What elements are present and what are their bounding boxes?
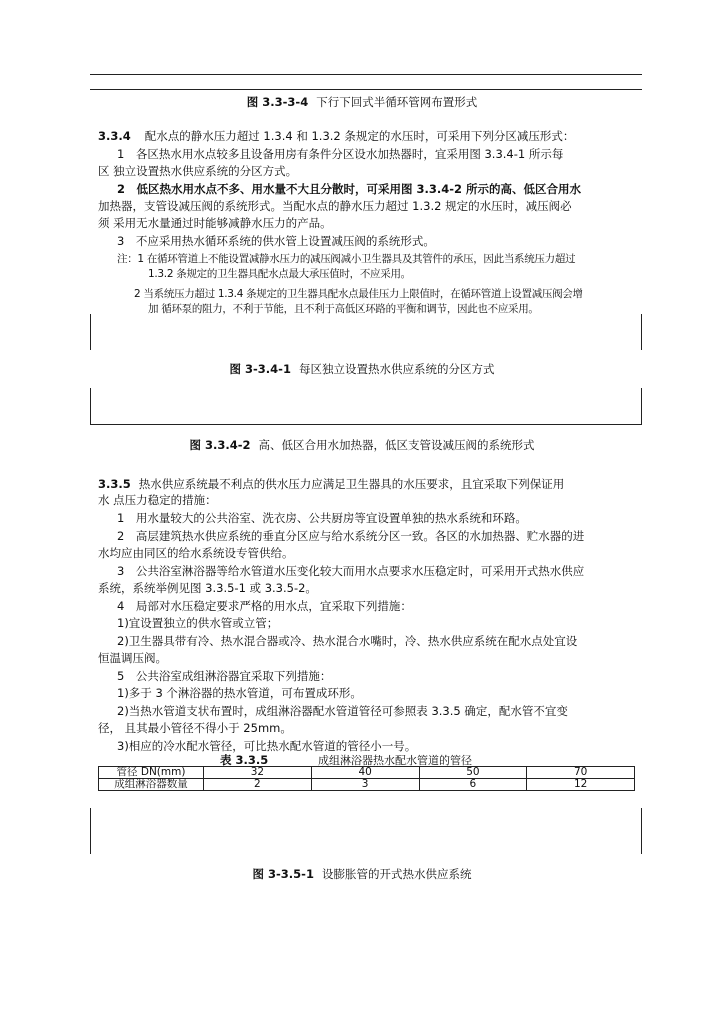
paragraph-line xyxy=(117,181,581,197)
paragraph-line: 4 局部对水压稳定要求严格的用水点，宜采取下列措施： xyxy=(117,599,412,613)
figure-title: 每区独立设置热水供应系统的分区方式 xyxy=(298,362,495,376)
paragraph-line: 2)卫生器具带有冷、热水混合器或冷、热水混合水嘴时，冷、热水供应系统在配水点处宜设 xyxy=(117,634,578,648)
figure-frame-right xyxy=(641,388,642,424)
paragraph-line: 须 采用无水量通过时能够减静水压力的产品。 xyxy=(98,216,332,230)
paragraph-line: 径， 且其最小管径不得小于 25mm。 xyxy=(98,721,292,735)
figure-frame-right xyxy=(641,808,642,854)
paragraph-line: 水 点压力稳定的措施： xyxy=(98,493,217,507)
paragraph-line: 2)当热水管道支状布置时，成组淋浴器配水管道管径可参照表 3.3.5 确定，配水管不宜变 xyxy=(117,704,568,718)
figure-caption xyxy=(0,866,724,882)
table-cell: 50 xyxy=(419,767,527,779)
figure-frame-bottom xyxy=(90,424,642,425)
section-text: 配水点的静水压力超过 1.3.4 和 1.3.2 条规定的水压时，可采用下列分区减压形式： xyxy=(144,129,575,143)
section-heading xyxy=(98,476,564,492)
top-rule-2 xyxy=(90,89,642,90)
note-line: 1.3.2 条规定的卫生器具配水点最大承压值时，不应采用。 xyxy=(148,268,411,280)
section-heading xyxy=(98,128,574,144)
table-cell: 32 xyxy=(204,767,312,779)
table-cell: 40 xyxy=(311,767,419,779)
table-row xyxy=(99,767,635,779)
paragraph-line: 3 公共浴室淋浴器等给水管道水压变化较大而用水点要求水压稳定时，可采用开式热水供应 xyxy=(117,564,585,578)
paragraph-line: 3 不应采用热水循环系统的供水管上设置减压阀的系统形式。 xyxy=(117,234,435,248)
top-rule-1 xyxy=(90,74,642,75)
paragraph-line: 水均应由同区的给水系统设专管供给。 xyxy=(98,546,294,560)
paragraph-line: 1)宜设置独立的供水管或立管； xyxy=(117,616,279,630)
paragraph-line: 系统，系统举例见图 3.3.5-1 或 3.3.5-2。 xyxy=(98,581,317,595)
paragraph-line: 1)多于 3 个淋浴器的热水管道，可布置成环形。 xyxy=(117,686,362,700)
table-title: 成组淋浴器热水配水管道的管径 xyxy=(318,754,472,767)
figure-caption xyxy=(0,94,724,110)
figure-caption xyxy=(0,361,724,377)
figure-number: 图 3.3.4-2 xyxy=(189,438,251,452)
section-number: 3.3.4 xyxy=(98,129,131,143)
figure-frame-right xyxy=(641,314,642,350)
figure-title: 下行下回式半循环管网布置形式 xyxy=(316,95,478,109)
figure-number: 图 3-3.4-1 xyxy=(229,362,291,376)
item-text: 2 低区热水用水点不多、用水量不大且分散时，可采用图 3.3.4-2 所示的高、低区合用水 xyxy=(117,182,582,196)
table-cell: 2 xyxy=(204,779,312,791)
table-cell: 6 xyxy=(419,779,527,791)
row-header: 成组淋浴器数量 xyxy=(99,779,204,791)
note-line: 加 循环泵的阻力，不利于节能，且不利于高低区环路的平衡和调节，因此也不应采用。 xyxy=(148,303,539,315)
note-line: 注：1 在循环管道上不能设置减静水压力的减压阀减小卫生器具及其管件的承压，因此当系统压力超过 xyxy=(117,253,576,265)
figure-number: 图 3-3.5-1 xyxy=(252,867,314,881)
table-cell: 12 xyxy=(527,779,635,791)
table-cell: 3 xyxy=(311,779,419,791)
paragraph-line: 5 公共浴室成组淋浴器宜采取下列措施： xyxy=(117,669,332,683)
paragraph-line: 加热器，支管设减压阀的系统形式。当配水点的静水压力超过 1.3.2 规定的水压时，减压阀必 xyxy=(98,199,572,213)
figure-frame-left xyxy=(90,314,91,350)
figure-title: 高、低区合用水加热器，低区支管设减压阀的系统形式 xyxy=(258,438,535,452)
table-row xyxy=(99,779,635,791)
paragraph-line: 区 独立设置热水供应系统的分区方式。 xyxy=(98,164,298,178)
figure-caption xyxy=(0,437,724,453)
figure-frame-left xyxy=(90,808,91,854)
section-number: 3.3.5 xyxy=(98,477,131,491)
paragraph-line: 1 各区热水用水点较多且设备用房有条件分区设水加热器时，宜采用图 3.3.4-1 所示每 xyxy=(117,147,564,161)
paragraph-line: 3)相应的冷水配水管径，可比热水配水管道的管径小一号。 xyxy=(117,739,417,753)
table-cell: 70 xyxy=(527,767,635,779)
figure-number: 图 3.3-3-4 xyxy=(246,95,309,109)
paragraph-line: 恒温调压阀。 xyxy=(98,651,167,665)
row-header: 管径 DN(mm) xyxy=(99,767,204,779)
note-line: 2 当系统压力超过 1.3.4 条规定的卫生器具配水点最佳压力上限值时，在循环管道上设置减压阀会增 xyxy=(134,288,583,300)
table-label: 表 3.3.5 xyxy=(220,753,269,767)
paragraph-line: 1 用水量较大的公共浴室、洗衣房、公共厨房等宜设置单独的热水系统和环路。 xyxy=(117,511,527,525)
figure-title: 设膨胀管的开式热水供应系统 xyxy=(321,867,472,881)
paragraph-line: 2 高层建筑热水供应系统的垂直分区应与给水系统分区一致。各区的水加热器、贮水器的进 xyxy=(117,529,585,543)
figure-frame-left xyxy=(90,388,91,424)
pipe-size-table xyxy=(98,766,635,791)
section-text: 热水供应系统最不利点的供水压力应满足卫生器具的水压要求，且宜采取下列保证用 xyxy=(138,477,565,491)
